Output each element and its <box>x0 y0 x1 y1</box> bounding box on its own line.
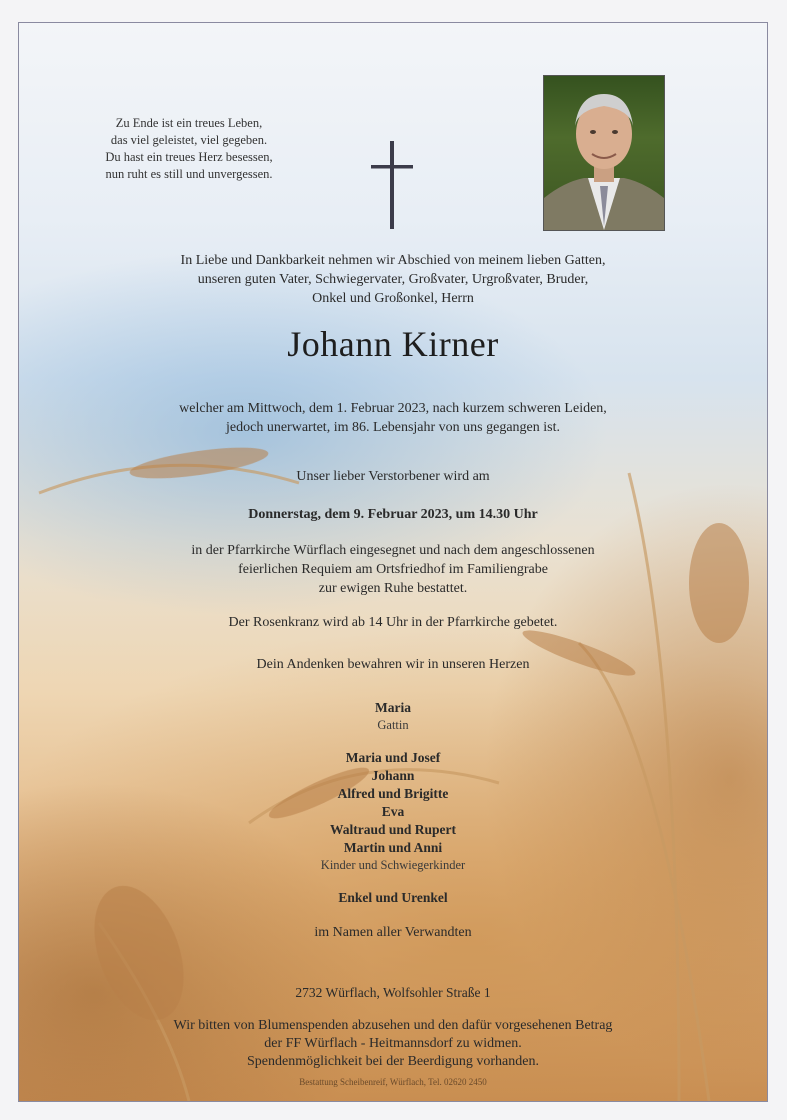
spouse-relation: Gattin <box>377 718 409 732</box>
verse-line: Du hast ein treues Herz besessen, <box>105 150 273 164</box>
relatives-line: im Namen aller Verwandten <box>314 925 472 940</box>
children-group <box>19 749 767 874</box>
memorial-verse <box>79 115 299 183</box>
verse-line: das viel geleistet, viel gegeben. <box>110 133 268 147</box>
cross-icon <box>371 141 413 229</box>
parte-page <box>18 22 768 1102</box>
rosary-notice: Der Rosenkranz wird ab 14 Uhr in der Pfarrkirche gebetet. <box>228 615 558 630</box>
portrait-illustration <box>544 76 664 230</box>
children-relation: Kinder und Schwiegerkinder <box>320 858 466 872</box>
verse-line: nun ruht es still und unvergessen. <box>105 167 273 181</box>
donation-line: Spendenmöglichkeit bei der Beerdigung vorhanden. <box>247 1054 539 1069</box>
child-name: Alfred und Brigitte <box>337 786 449 801</box>
death-notice <box>19 399 767 437</box>
intro-line: unseren guten Vater, Schwiegervater, Großvater, Urgroßvater, Bruder, <box>197 272 589 287</box>
child-name: Martin und Anni <box>343 840 443 855</box>
intro-line: In Liebe und Dankbarkeit nehmen wir Abschied von meinem lieben Gatten, <box>180 253 606 268</box>
undertaker-info: Bestattung Scheibenreif, Würflach, Tel. 02620 2450 <box>299 1077 487 1087</box>
funeral-line: feierlichen Requiem am Ortsfriedhof im Familiengrabe <box>238 562 548 577</box>
donation-line: der FF Würflach - Heitmannsdorf zu widmen. <box>264 1036 522 1051</box>
verse-line: Zu Ende ist ein treues Leben, <box>115 116 263 130</box>
donation-notice <box>19 1017 767 1071</box>
funeral-line: zur ewigen Ruhe bestattet. <box>318 581 468 596</box>
funeral-details <box>19 541 767 598</box>
child-name: Johann <box>371 768 415 783</box>
death-notice-line: welcher am Mittwoch, dem 1. Februar 2023, nach kurzem schweren Leiden, <box>179 401 607 416</box>
portrait-photo <box>543 75 665 231</box>
donation-line: Wir bitten von Blumenspenden abzusehen und den dafür vorgesehenen Betrag <box>173 1018 613 1033</box>
deceased-name: Johann Kirner <box>287 324 499 364</box>
death-notice-line: jedoch unerwartet, im 86. Lebensjahr von uns gegangen ist. <box>226 420 560 435</box>
remembrance-line: Dein Andenken bewahren wir in unseren Herzen <box>256 657 530 672</box>
family-address: 2732 Würflach, Wolfsohler Straße 1 <box>295 985 491 1000</box>
grandchildren: Enkel und Urenkel <box>338 890 448 905</box>
funeral-date: Donnerstag, dem 9. Februar 2023, um 14.30 Uhr <box>248 507 538 522</box>
child-name: Maria und Josef <box>345 750 441 765</box>
funeral-line: in der Pfarrkirche Würflach eingesegnet und nach dem angeschlossenen <box>191 543 595 558</box>
farewell-intro <box>19 251 767 308</box>
funeral-intro: Unser lieber Verstorbener wird am <box>296 469 490 484</box>
spouse-group <box>19 699 767 734</box>
child-name: Eva <box>381 804 405 819</box>
intro-line: Onkel und Großonkel, Herrn <box>312 291 474 306</box>
child-name: Waltraud und Rupert <box>329 822 457 837</box>
spouse-name: Maria <box>375 700 411 715</box>
